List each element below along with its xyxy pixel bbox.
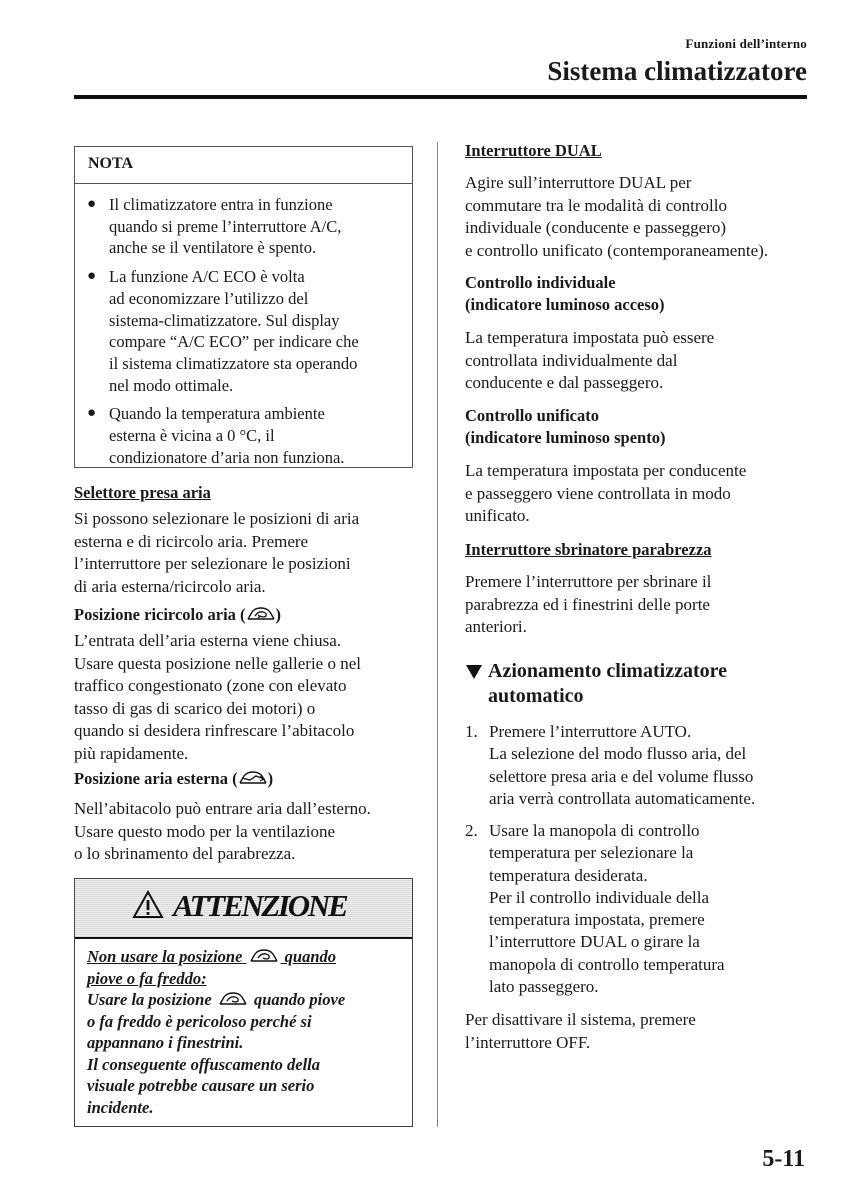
text-line: L’entrata dell’aria esterna viene chiusa. [74, 631, 341, 650]
warning-box [74, 878, 413, 1127]
text-line: nel modo ottimale. [109, 375, 234, 395]
fresh-air-icon [238, 769, 268, 787]
section-heading [465, 659, 795, 709]
unif-text [465, 460, 810, 528]
text-line: Agire sull’interruttore DUAL per [465, 173, 692, 192]
text-line: l’interruttore OFF. [465, 1032, 591, 1052]
text-line: tasso di gas di scarico dei motori) o [74, 698, 316, 718]
note-item [87, 403, 406, 468]
dual-heading: Interruttore DUAL [465, 141, 602, 160]
note-title: NOTA [75, 147, 412, 184]
text-line: Quando la temperatura ambiente [109, 404, 325, 424]
page-title: Sistema climatizzatore [547, 56, 807, 86]
text-line: Per disattivare il sistema, premere [465, 1010, 696, 1029]
warning-rest [87, 1011, 409, 1119]
text-line: appannano i finestrini. [87, 1033, 244, 1052]
selettore-heading: Selettore presa aria [74, 483, 211, 502]
text-line: Nell’abitacolo può entrare aria dall’esterno. [74, 799, 371, 818]
text-line: aria verrà controllata automaticamente. [489, 788, 756, 808]
warning-line-text: Non usare la posizione [87, 947, 243, 966]
off-text [465, 1009, 805, 1054]
sbrin-heading: Interruttore sbrinatore parabrezza [465, 540, 712, 559]
text-line: esterna è vicina a 0 °C, il [109, 426, 275, 446]
recirculation-icon [247, 947, 281, 965]
ricircolo-heading-text: Posizione ricircolo aria ( [74, 605, 246, 624]
note-item [87, 194, 406, 259]
text-line: compare “A/C ECO” per indicare che [109, 332, 359, 352]
warning-triangle-icon [132, 890, 164, 920]
text-line: conducente e dal passeggero. [465, 373, 664, 392]
ricircolo-text [74, 630, 419, 765]
warning-body [87, 946, 409, 1118]
text-line: l’interruttore DUAL o girare la [489, 932, 700, 952]
text-line: ad economizzare l’utilizzo del [109, 288, 309, 308]
text-line: di aria esterna/ricircolo aria. [74, 576, 266, 596]
sbrin-text [465, 571, 805, 639]
warning-line-text: quando piove [253, 990, 346, 1009]
text-line: Si possono selezionare le posizioni di aria [74, 509, 360, 528]
text-line: Usare la manopola di controllo [489, 821, 700, 840]
text-line: unificato. [465, 506, 530, 525]
text-line: La temperatura impostata per conducente [465, 461, 747, 480]
step-text [489, 721, 809, 810]
column-divider [437, 142, 438, 1127]
warning-title: ATTENZIONE [173, 888, 347, 923]
indiv-text [465, 327, 805, 395]
section-heading-line [465, 659, 795, 709]
text-line: visuale potrebbe causare un serio [87, 1076, 315, 1095]
text-line: individuale (conducente e passeggero) [465, 218, 727, 237]
bullet-icon: ● [87, 405, 97, 422]
text-line: Controllo individuale [465, 273, 616, 292]
text-line: Il climatizzatore entra in funzione [109, 195, 333, 214]
warning-line [87, 989, 409, 1011]
text-line: Usare questa posizione nelle gallerie o nel [74, 653, 361, 673]
text-line: incidente. [87, 1097, 154, 1117]
text-line: commutare tra le modalità di controllo [465, 195, 727, 215]
running-header-section: Funzioni dell’interno [685, 36, 807, 51]
text-line: La selezione del modo flusso aria, del [489, 744, 747, 764]
text-line: traffico congestionato (zone con elevato [74, 676, 347, 695]
text-line: Controllo unificato [465, 406, 599, 425]
note-list [75, 184, 412, 468]
warning-line: piove o fa freddo: [87, 968, 207, 988]
warning-line-text: quando [284, 947, 337, 966]
step-2 [465, 820, 810, 1005]
text-line: temperatura per selezionare la [489, 843, 694, 863]
note-item-text [109, 403, 406, 468]
page-number: 5-11 [762, 1146, 805, 1172]
text-line: lato passeggero. [489, 977, 599, 997]
text-line: o fa freddo è pericoloso perché si [87, 1011, 312, 1031]
step-1 [465, 721, 810, 816]
step-text [489, 820, 809, 998]
text-line: temperatura desiderata. [489, 865, 648, 885]
text-line: e controllo unificato (contemporaneamente). [465, 240, 769, 260]
text-line: Usare questo modo per la ventilazione [74, 821, 336, 841]
note-item [87, 266, 406, 396]
text-line: il sistema climatizzatore sta operando [109, 353, 358, 373]
bullet-icon: ● [87, 268, 97, 285]
text-line: sistema-climatizzatore. Sul display [109, 310, 340, 330]
header-rule [74, 95, 807, 99]
text-line: più rapidamente. [74, 743, 189, 763]
ricircolo-heading [74, 604, 281, 626]
text-line: condizionatore d’aria non funziona. [109, 447, 345, 467]
esterna-heading-close: ) [267, 769, 274, 788]
text-line: (indicatore luminoso acceso) [465, 295, 665, 314]
text-line: esterna e di ricircolo aria. Premere [74, 531, 309, 551]
esterna-heading-text: Posizione aria esterna ( [74, 769, 238, 788]
text-line: anche se il ventilatore è spento. [109, 238, 317, 258]
text-line: Il conseguente offuscamento della [87, 1054, 320, 1074]
triangle-down-icon [465, 664, 483, 680]
unif-heading [465, 405, 665, 449]
text-line: Azionamento climatizzatore [488, 660, 727, 682]
step-number: 1. [465, 722, 478, 741]
esterna-text [74, 798, 424, 866]
text-line: e passeggero viene controllata in modo [465, 483, 731, 503]
text-line: La funzione A/C ECO è volta [109, 267, 305, 287]
text-line: Premere l’interruttore AUTO. [489, 722, 692, 741]
warning-line [87, 946, 409, 968]
text-line: Per il controllo individuale della [489, 887, 710, 907]
text-line: (indicatore luminoso spento) [465, 428, 666, 447]
indiv-heading [465, 272, 665, 316]
text-line: controllata individualmente dal [465, 350, 678, 370]
text-line: quando si preme l’interruttore A/C, [109, 216, 342, 236]
section-heading-text [465, 659, 795, 709]
warning-line-text: Usare la posizione [87, 990, 212, 1009]
note-item-text [109, 194, 406, 259]
text-line: o lo sbrinamento del parabrezza. [74, 844, 296, 863]
ricircolo-heading-close: ) [275, 605, 282, 624]
warning-header [75, 879, 412, 939]
text-line: La temperatura impostata può essere [465, 328, 715, 347]
text-line: manopola di controllo temperatura [489, 954, 725, 974]
esterna-heading [74, 768, 273, 790]
text-line: Premere l’interruttore per sbrinare il [465, 572, 712, 591]
text-line: anteriori. [465, 617, 527, 636]
recirculation-icon [216, 990, 250, 1008]
text-line: quando si desidera rinfrescare l’abitacolo [74, 721, 355, 740]
dual-text [465, 172, 815, 262]
recirculation-icon [246, 605, 276, 623]
text-line: l’interruttore per selezionare le posizioni [74, 554, 351, 573]
text-line: automatico [488, 685, 584, 707]
text-line: parabrezza ed i finestrini delle porte [465, 594, 710, 614]
step-number: 2. [465, 821, 478, 840]
note-item-text [109, 266, 406, 396]
bullet-icon: ● [87, 196, 97, 212]
note-box [74, 146, 413, 468]
text-line: selettore presa aria e del volume flusso [489, 766, 754, 786]
text-line: temperatura impostata, premere [489, 910, 705, 930]
selettore-text [74, 508, 419, 598]
